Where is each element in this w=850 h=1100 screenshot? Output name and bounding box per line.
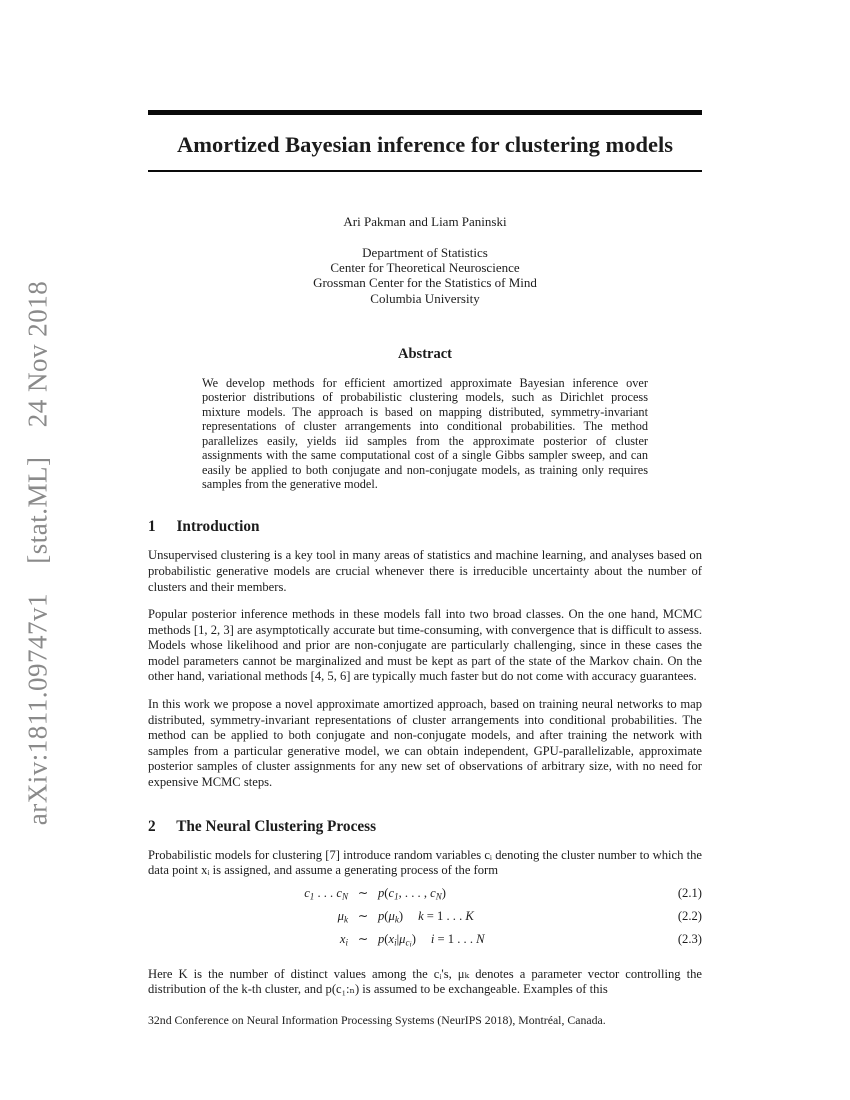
affiliation-block: [148, 245, 702, 306]
title-rule-top: [148, 110, 702, 115]
arxiv-date-text: 24 Nov 2018: [22, 280, 53, 428]
paper-content: [148, 0, 702, 998]
equation-relation: ∼: [357, 932, 369, 947]
paragraph: Probabilistic models for clustering [7] introduce random variables cᵢ denoting the cluster number to which the data point xᵢ is assigned, and assume a generating process of the form: [148, 847, 702, 878]
section-heading-neural-clustering-process: [148, 818, 702, 836]
arxiv-category-text: [stat.ML]: [22, 456, 53, 564]
affiliation-line: Columbia University: [370, 290, 480, 306]
equation-number: (2.2): [677, 909, 702, 924]
equation-number: (2.1): [677, 885, 702, 900]
author-names: Ari Pakman and Liam Paninski: [343, 213, 507, 229]
section-title: Introduction: [176, 518, 260, 536]
section-number: 1: [148, 518, 156, 536]
equation-number: (2.3): [677, 932, 702, 947]
equation-lhs: c1 . . . cN: [304, 885, 348, 902]
equation-rhs: $p(xi|\mu c_i) i = 1$ . . . N: [378, 932, 485, 949]
paper-title: Amortized Bayesian inference for clustering models: [177, 132, 673, 157]
section-title: The Neural Clustering Process: [176, 817, 377, 835]
affiliation-line: Center for Theoretical Neuroscience: [330, 260, 520, 276]
affiliation-line: Grossman Center for the Statistics of Mind: [313, 275, 537, 291]
equation-row: [148, 906, 702, 929]
paragraph: Here K is the number of distinct values among the cᵢ's, μₖ denotes a parameter vector controlling the distribution of the k-th cluster, and p(c₁:ₙ) is assumed to be exchangeable. Examples of this: [148, 966, 702, 997]
equation-block: [148, 883, 702, 955]
conference-footer: 32nd Conference on Neural Information Processing Systems (NeurIPS 2018), Montréal, Canada.: [148, 1013, 606, 1027]
equation-row: [148, 883, 702, 906]
equation-rhs: p(μk) k = 1 . . . K: [378, 909, 474, 925]
paragraph: Unsupervised clustering is a key tool in many areas of statistics and machine learning, and analyses based on probabilistic generative models are crucial whenever there is irreducible uncertainty about the number of clusters and their members.: [148, 548, 702, 594]
arxiv-id-text: arXiv:1811.09747v1: [22, 593, 53, 826]
paragraph: Popular posterior inference methods in these models fall into two broad classes. On the one hand, MCMC methods [1, 2, 3] are asymptotically accurate but time-consuming, with convergence that is difficult to assess. Models whose likelihood and prior are non-conjugate are particularly challenging, since in these cases the model parameters cannot be marginalized and must be kept as part of the state of the Markov chain. On the other hand, variational methods [4, 5, 6] are typically much faster but do not come with accuracy guarantees.: [148, 607, 702, 684]
section-heading-introduction: [148, 518, 702, 536]
equation-rhs: p(c1, . . . , cN): [378, 885, 446, 902]
abstract-text: We develop methods for efficient amortized approximate Bayesian inference over posterior distributions of probabilistic clustering models, such as Dirichlet process mixture models. The approach is based on mapping distributed, symmetry-invariant representations of cluster arrangements into conditional probabilities. The method parallelizes easily, yields iid samples from the approximate posterior of cluster assignments with the same computational cost of a single Gibbs sampler sweep, and can easily be applied to both conjugate and non-conjugate models, as training only requires samples from the generative model.: [202, 376, 648, 491]
section-number: 2: [148, 817, 156, 835]
arxiv-watermark: [23, 281, 54, 825]
title-rule-bottom: [148, 170, 702, 172]
equation-relation: ∼: [357, 885, 369, 900]
equation-row: [148, 929, 702, 954]
abstract-heading: Abstract: [398, 346, 452, 363]
affiliation-line: Department of Statistics: [362, 244, 488, 260]
equation-lhs: xi: [339, 932, 348, 948]
paragraph: In this work we propose a novel approximate amortized approach, based on training neural networks to map distributed, symmetry-invariant representations of cluster arrangements into conditional probabilities. The method can be applied to both conjugate and non-conjugate models, and after training the network with samples from a particular generative model, we can obtain independent, GPU-parallelizable, approximate posterior samples of cluster assignments for any new set of observations of arbitrary size, with no need for expensive MCMC steps.: [148, 697, 702, 790]
equation-lhs: μk: [337, 909, 348, 925]
equation-relation: ∼: [357, 909, 369, 924]
